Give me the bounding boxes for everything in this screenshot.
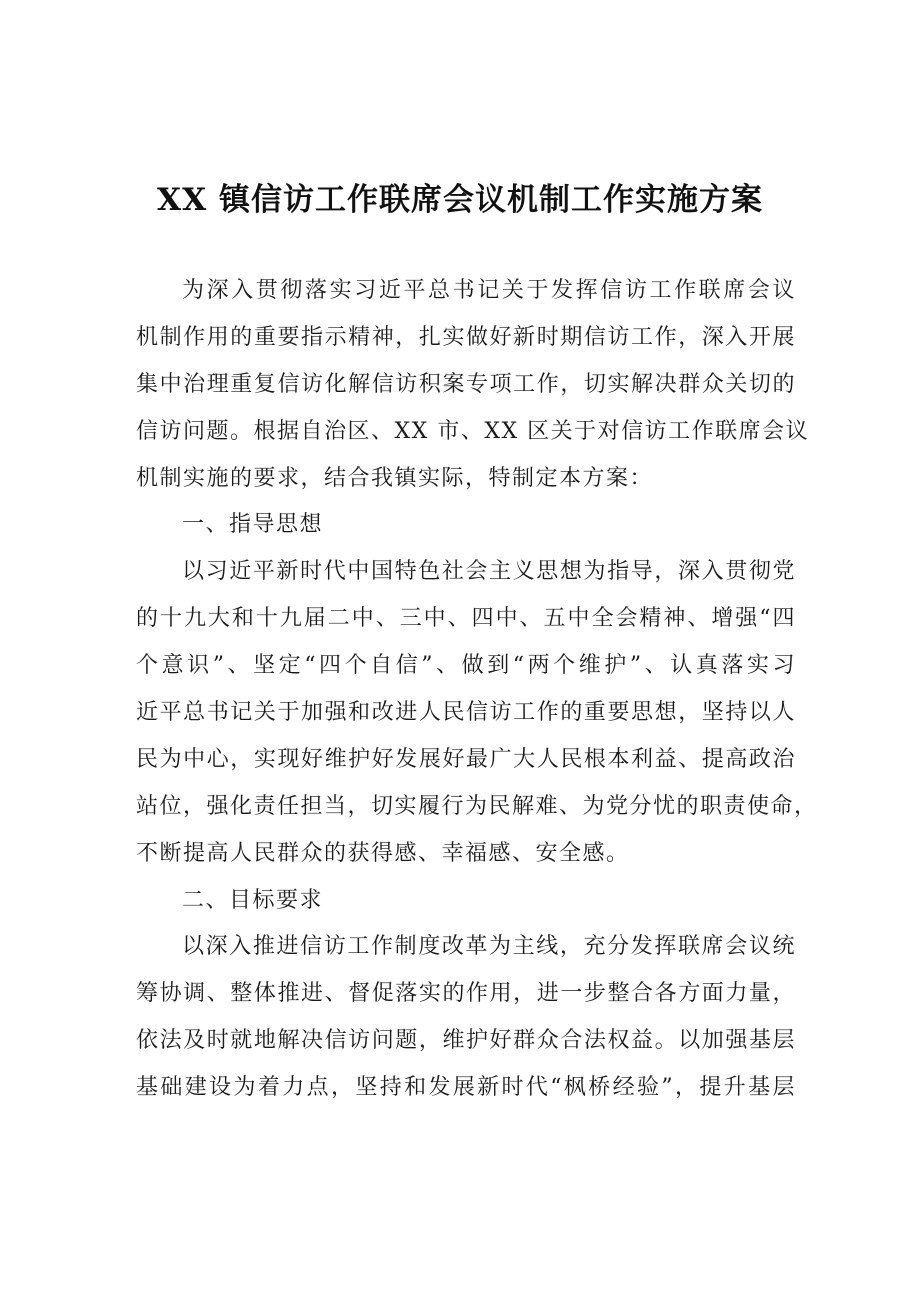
paragraph-line: 机制实施的要求，结合我镇实际，特制定本方案： <box>136 465 654 491</box>
paragraph-line: 个意识”、坚定“四个自信”、做到“两个维护”、认真落实习 <box>136 653 796 679</box>
paragraph-line: 民为中心，实现好维护好发展好最广大人民根本利益、提高政治 <box>136 746 796 772</box>
paragraph-line: 以深入推进信访工作制度改革为主线，充分发挥联席会议统 <box>182 934 796 960</box>
paragraph-line: 的十九大和十九届二中、三中、四中、五中全会精神、增强“四 <box>136 606 796 632</box>
paragraph-line: 近平总书记关于加强和改进人民信访工作的重要思想，坚持以人 <box>136 700 796 726</box>
section-heading: 二、目标要求 <box>182 887 324 913</box>
paragraph-line: 机制作用的重要指示精神，扎实做好新时期信访工作，深入开展 <box>136 324 796 350</box>
paragraph-line: 依法及时就地解决信访问题，维护好群众合法权益。以加强基层 <box>136 1028 796 1054</box>
document-body <box>136 268 818 1112</box>
paragraph-line: 以习近平新时代中国特色社会主义思想为指导，深入贯彻党 <box>182 559 796 585</box>
paragraph-line: 信访问题。根据自治区、XX 市、XX 区关于对信访工作联席会议 <box>136 418 810 444</box>
document-title: XX 镇信访工作联席会议机制工作实施方案 <box>157 182 763 218</box>
paragraph-line: 集中治理重复信访化解信访积案专项工作，切实解决群众关切的 <box>136 371 796 397</box>
paragraph-line: 不断提高人民群众的获得感、幸福感、安全感。 <box>136 840 630 866</box>
paragraph-line: 为深入贯彻落实习近平总书记关于发挥信访工作联席会议 <box>182 278 796 303</box>
paragraph-line: 基础建设为着力点，坚持和发展新时代“枫桥经验”，提升基层 <box>136 1075 796 1101</box>
section-heading: 一、指导思想 <box>182 512 324 538</box>
paragraph-line: 筹协调、整体推进、督促落实的作用，进一步整合各方面力量， <box>136 981 796 1007</box>
paragraph-line: 站位，强化责任担当，切实履行为民解难、为党分忧的职责使命， <box>136 793 818 819</box>
